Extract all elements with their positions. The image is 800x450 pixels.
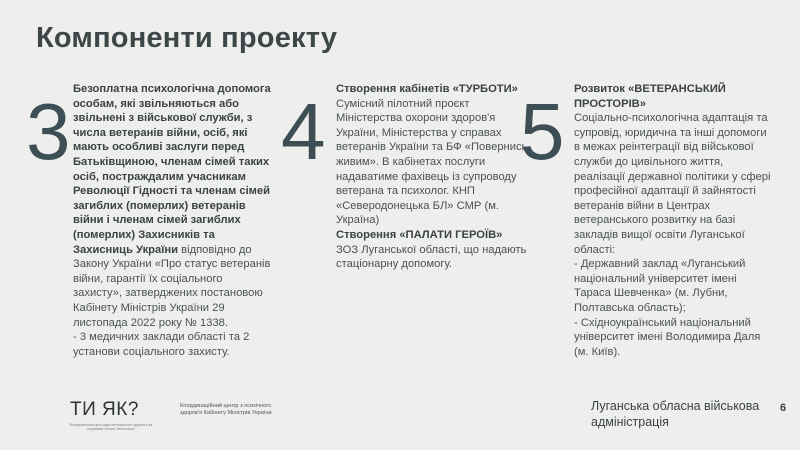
component-number: 3: [26, 87, 71, 176]
page-title: Компоненти проекту: [36, 22, 338, 54]
logo-wordmark: ТИ ЯК?: [70, 399, 139, 420]
ti-yak-logo: [62, 399, 158, 441]
component-text: [336, 82, 532, 272]
component-bold-lead: Безоплатна психологічна допомога особам, які звільняються або звільнені з військової служби, з числа ветеранів війни, осіб, які мають особливі заслуги перед Батьківщиною, членам сімей таких осіб, постраждалим учасникам Революції Гідності та членам сімей загиблих (померлих) ветеранів війни і членам сімей загиблих (померлих) Захисників та Захисниць України: [73, 83, 271, 256]
component-list-item: - Східноукраїнський національний університет імені Володимира Даля (м. Київ).: [574, 316, 761, 358]
page-number: 6: [780, 402, 787, 414]
component-body: ЗОЗ Луганської області, що надають стаціонарну допомогу.: [336, 243, 527, 271]
component-heading: Розвиток «ВЕТЕРАНСЬКИЙ ПРОСТОРІВ»: [574, 83, 726, 110]
component-text: [73, 82, 273, 359]
component-number: 4: [281, 87, 326, 176]
component-heading: Створення кабінетів «ТУРБОТИ»: [336, 83, 518, 95]
component-text: [574, 82, 772, 359]
coordination-center-label: Координаційний центр з психічного здоров'я Кабінету Міністрів України: [180, 403, 272, 417]
component-body: Соціально-психологічна адаптація та супровід, юридична та інші допомоги в межах реінтеграції від військової служби до цивільного життя, реалізації державної політики у сфері професійної адаптації й зайнятості ветеранів війни в Центрах ветеранського розвитку на базі закладів вищої освіти Луганської області:: [574, 112, 771, 256]
component-number: 5: [520, 87, 565, 176]
logo-caption: Всеукраїнська програма ментального здоров'я за ініціативи Олени Зеленської: [69, 423, 153, 432]
component-heading: Створення «ПАЛАТИ ГЕРОЇВ»: [336, 228, 503, 241]
component-bullet: - 3 медичних заклади області та 2 установи соціального захисту.: [73, 331, 250, 358]
component-body: відповідно до Закону України «Про статус ветеранів війни, гарантії їх соціального захисту», затверджених постановою Кабінету Міністрів України 29 листопада 2022 року № 1338.: [73, 243, 271, 329]
component-list-item: - Державний заклад «Луганський національний університет імені Тараса Шевченка» (м. Лубни, Полтавська область);: [574, 258, 746, 314]
administration-name: Луганська обласна військова адміністрація: [591, 399, 760, 429]
component-body: Сумісний пілотний проєкт Міністерства охорони здоров'я України, Міністерства у справах ветеранів України та БФ «Повернись живим». В кабінетах послуги надаватиме фахівець із супроводу ветерана та психолог. КНП «Северодонецька БЛ» СМР (м. Україна): [336, 97, 528, 227]
